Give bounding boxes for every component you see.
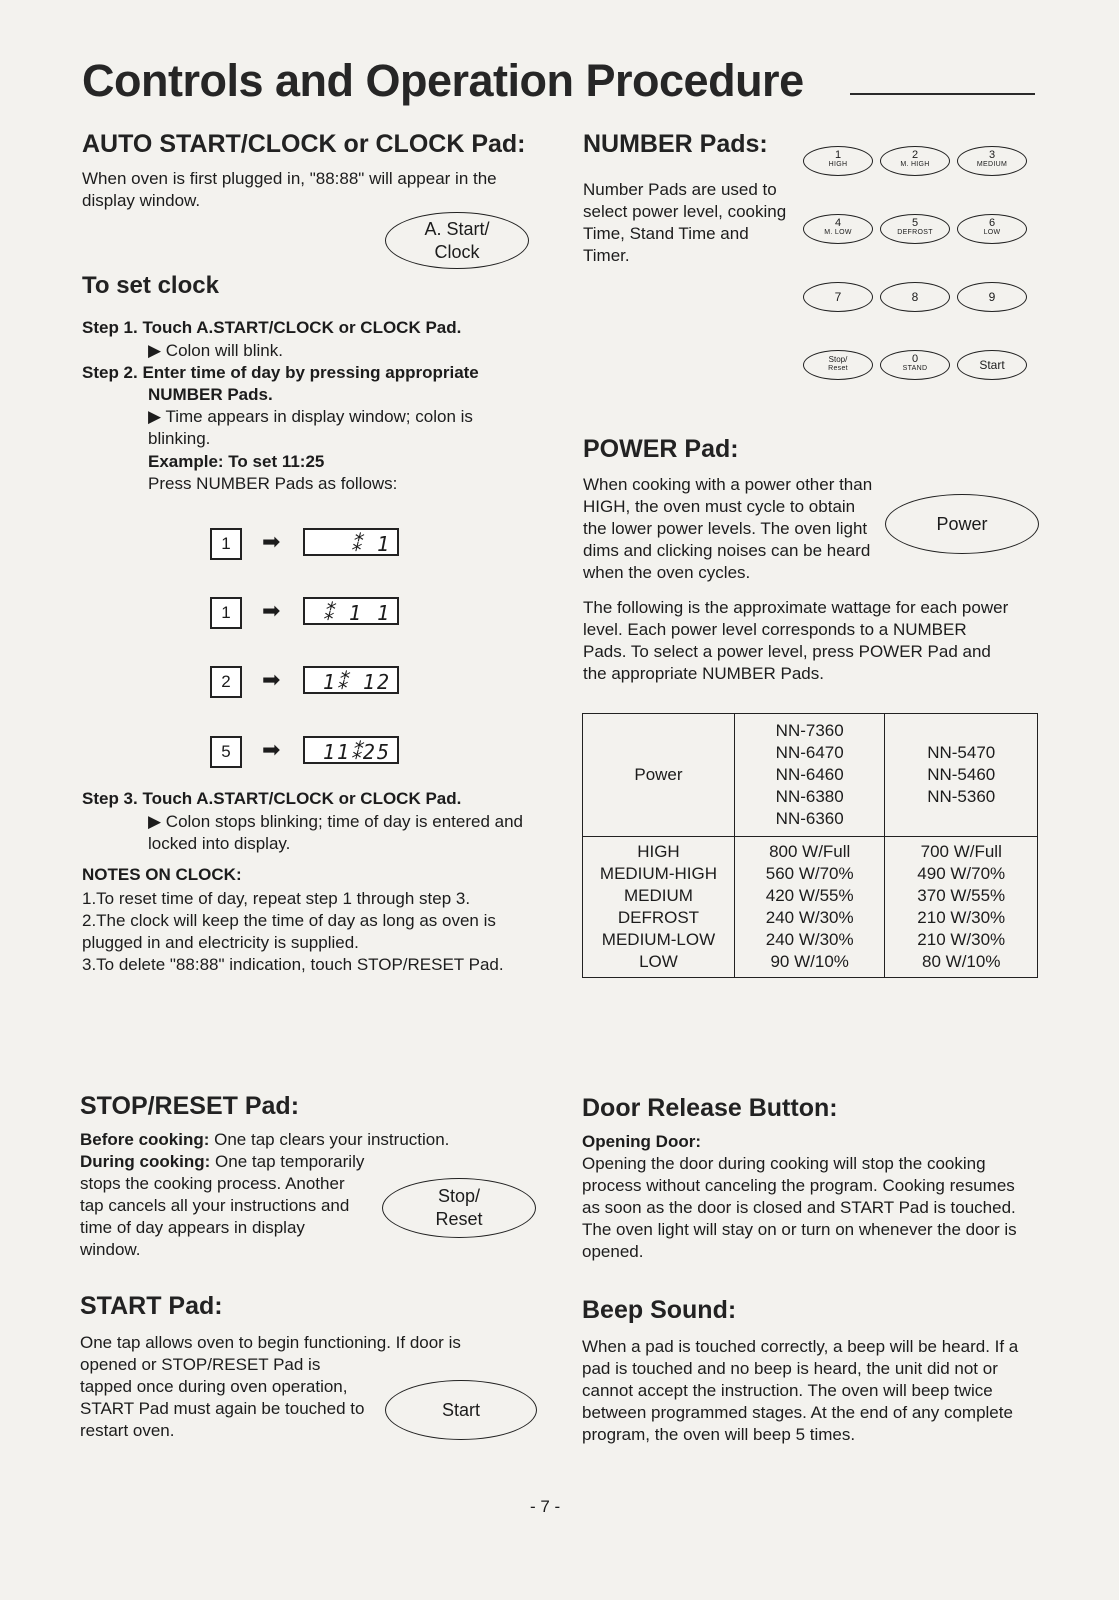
- note-item: 2.The clock will keep the time of day as long as oven is plugged in and electricity is supplied.: [82, 911, 496, 952]
- number-pad-4[interactable]: 4 M. LOW: [803, 214, 873, 244]
- auto-start-section: [82, 130, 526, 159]
- power-heading: POWER Pad:: [583, 435, 739, 463]
- stop-reset-during: [80, 1151, 365, 1261]
- number-pads-section: [583, 130, 768, 159]
- table-header-models-b: NN-5470 NN-5460 NN-5360: [885, 714, 1038, 837]
- step3-note: ▶ Colon stops blinking; time of day is entered and locked into display.: [148, 812, 524, 853]
- step1-note: ▶ Colon will blink.: [148, 341, 283, 360]
- start-pad-label: Start: [441, 1399, 480, 1420]
- auto-start-pad-line1: A. Start/: [424, 218, 490, 239]
- auto-start-clock-pad[interactable]: [385, 212, 529, 269]
- power-table-wrap: [582, 713, 1038, 978]
- auto-start-heading: AUTO START/CLOCK or CLOCK Pad:: [82, 130, 526, 158]
- arrow-icon: ➡: [262, 529, 281, 554]
- mini-start-pad[interactable]: Start: [957, 350, 1027, 380]
- door-text: Opening the door during cooking will stop the cooking process without canceling the program. Cooking resumes as soon as the door is closed and START Pad is touched. The oven light will stay on or turn on whenever the door is opened.: [582, 1154, 1017, 1261]
- stop-reset-section: [80, 1092, 299, 1121]
- start-pad[interactable]: [385, 1380, 537, 1440]
- sequence-key: 1: [210, 597, 242, 629]
- number-pad-1[interactable]: 1 HIGH: [803, 146, 873, 176]
- step2-line2: NUMBER Pads.: [148, 385, 273, 404]
- step3: Step 3. Touch A.START/CLOCK or CLOCK Pad.: [82, 789, 462, 808]
- stop-reset-heading: STOP/RESET Pad:: [80, 1092, 300, 1120]
- start-section: [80, 1292, 223, 1321]
- arrow-icon: ➡: [262, 598, 281, 623]
- number-pad-7[interactable]: 7: [803, 282, 873, 312]
- display-window: ⁑ 1: [303, 528, 399, 556]
- arrow-icon: ➡: [262, 737, 281, 762]
- table-row: [583, 837, 1038, 978]
- auto-start-pad-line2: Clock: [434, 241, 480, 262]
- power-text-2: The following is the approximate wattage for each power level. Each power level corresponds to a NUMBER Pads. To select a power level, press POWER Pad and the appropriate NUMBER Pads.: [583, 598, 1009, 683]
- stop-reset-pad[interactable]: [382, 1178, 536, 1238]
- power-pad-label: Power: [936, 513, 988, 534]
- mini-stop-reset-pad[interactable]: Stop/ Reset: [803, 350, 873, 380]
- note-item: 3.To delete "88:88" indication, touch STOP/RESET Pad.: [82, 955, 504, 974]
- set-clock-section: [82, 272, 219, 300]
- display-window: 1⁑ 12: [303, 666, 399, 694]
- number-pads-heading: NUMBER Pads:: [583, 130, 768, 158]
- power-table: [582, 713, 1038, 978]
- number-pad-6[interactable]: 6 LOW: [957, 214, 1027, 244]
- power-pad[interactable]: [885, 494, 1039, 554]
- table-watts-b: 700 W/Full 490 W/70% 370 W/55% 210 W/30% 210 W/30% 80 W/10%: [885, 837, 1038, 978]
- start-text-line1: One tap allows oven to begin functioning. If door is: [80, 1333, 461, 1352]
- door-section: [582, 1094, 838, 1123]
- table-header-row: [583, 714, 1038, 837]
- beep-text: When a pad is touched correctly, a beep will be heard. If a pad is touched and no beep is heard, the unit did not or cannot accept the instruction. The oven will beep twice between programmed stages. At the end of any complete program, the oven will beep 5 times.: [582, 1337, 1019, 1444]
- display-window: ⁑ 1 1: [303, 597, 399, 625]
- beep-section: [582, 1296, 736, 1325]
- before-cooking-label: Before cooking:: [80, 1130, 210, 1149]
- table-header-power: Power: [583, 714, 735, 837]
- table-header-models-a: NN-7360 NN-6470 NN-6460 NN-6380 NN-6360: [734, 714, 885, 837]
- auto-start-text: When oven is first plugged in, "88:88" will appear in the display window.: [82, 169, 497, 210]
- notes-heading: NOTES ON CLOCK:: [82, 865, 242, 884]
- number-pad-0[interactable]: 0 STAND: [880, 350, 950, 380]
- press-instructions: Press NUMBER Pads as follows:: [148, 474, 398, 493]
- sequence-key: 5: [210, 736, 242, 768]
- number-pads-text: Number Pads are used to select power level, cooking Time, Stand Time and Timer.: [583, 180, 787, 265]
- arrow-icon: ➡: [262, 667, 281, 692]
- note-item: 1.To reset time of day, repeat step 1 through step 3.: [82, 889, 471, 908]
- step2-note: ▶ Time appears in display window; colon is blinking.: [148, 407, 473, 448]
- step1: Step 1. Touch A.START/CLOCK or CLOCK Pad.: [82, 318, 462, 337]
- page-title: Controls and Operation Procedure: [82, 55, 804, 106]
- sequence-key: 1: [210, 528, 242, 560]
- number-pad-5[interactable]: 5 DEFROST: [880, 214, 950, 244]
- door-subheading: Opening Door:: [582, 1132, 701, 1151]
- example: Example: To set 11:25: [148, 452, 325, 471]
- door-heading: Door Release Button:: [582, 1094, 838, 1122]
- start-heading: START Pad:: [80, 1292, 223, 1320]
- during-cooking-label: During cooking:: [80, 1152, 211, 1171]
- during-cooking-text: One tap temporarily stops the cooking process. Another tap cancels all your instructions and time of day appears in display window.: [80, 1152, 365, 1259]
- before-cooking-text: One tap clears your instruction.: [209, 1130, 450, 1149]
- stop-reset-pad-line2: Reset: [435, 1209, 483, 1229]
- beep-heading: Beep Sound:: [582, 1296, 737, 1324]
- power-text-1: When cooking with a power other than HIGH, the oven must cycle to obtain the lower power levels. The oven light dims and clicking noises can be heard when the oven cycles.: [583, 475, 873, 582]
- step2-line1: Step 2. Enter time of day by pressing appropriate: [82, 363, 479, 382]
- page-number: - 7 -: [530, 1497, 561, 1516]
- sequence-key: 2: [210, 666, 242, 698]
- start-text: opened or STOP/RESET Pad is tapped once during oven operation, START Pad must again be touched to restart oven.: [80, 1355, 365, 1440]
- set-clock-heading: To set clock: [82, 272, 219, 299]
- title-rule: [850, 93, 1035, 95]
- table-levels: HIGH MEDIUM-HIGH MEDIUM DEFROST MEDIUM-LOW LOW: [583, 837, 735, 978]
- number-pad-8[interactable]: 8: [880, 282, 950, 312]
- number-pad-2[interactable]: 2 M. HIGH: [880, 146, 950, 176]
- stop-reset-pad-line1: Stop/: [437, 1186, 481, 1206]
- power-section: [583, 435, 739, 464]
- table-watts-a: 800 W/Full 560 W/70% 420 W/55% 240 W/30% 240 W/30% 90 W/10%: [734, 837, 885, 978]
- stop-reset-before: [80, 1129, 510, 1151]
- number-pad-3[interactable]: 3 MEDIUM: [957, 146, 1027, 176]
- display-window: 11⁑25: [303, 736, 399, 764]
- number-pad-9[interactable]: 9: [957, 282, 1027, 312]
